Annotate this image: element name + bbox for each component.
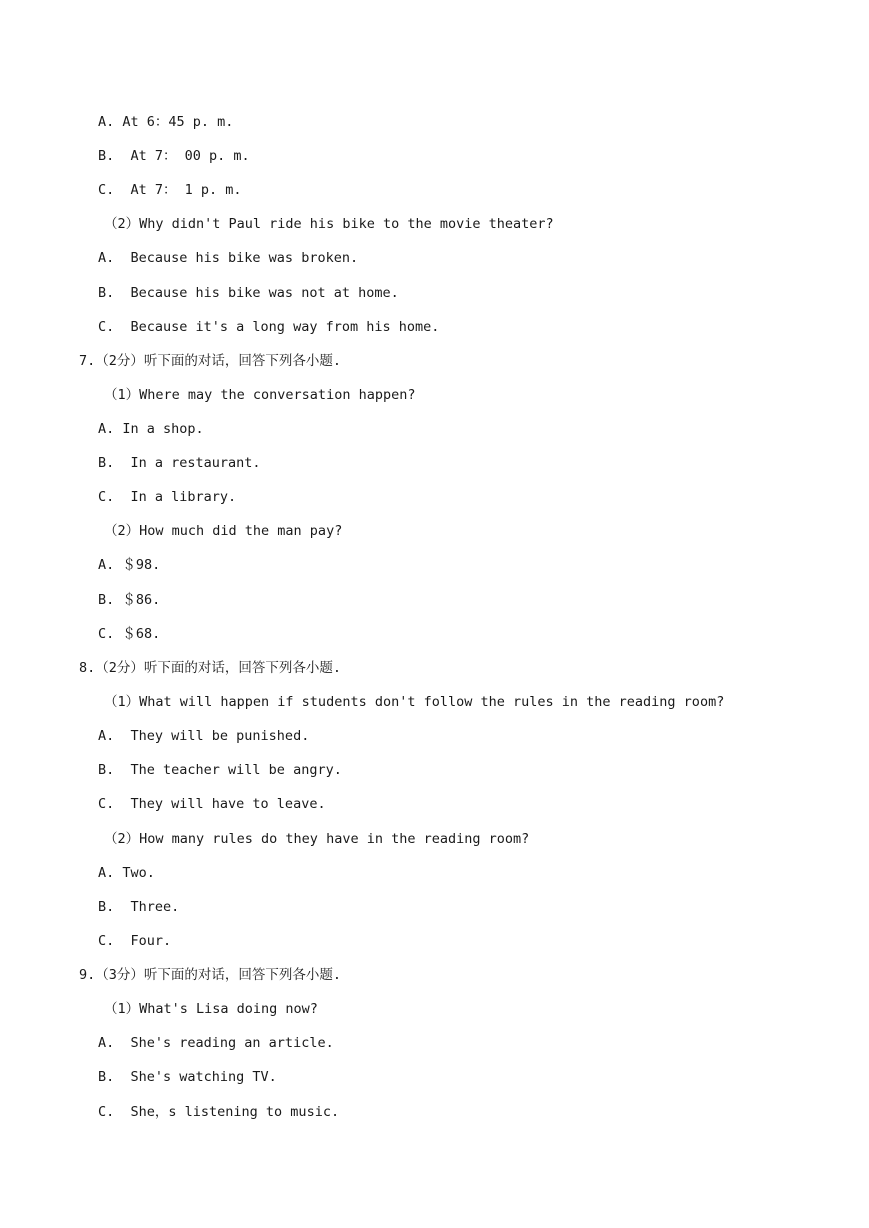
option-line: C. In a library.	[98, 489, 237, 505]
sub-question: （1）What's Lisa doing now?	[104, 1001, 318, 1017]
option-line: A. Because his bike was broken.	[98, 250, 359, 266]
option-line: C. Four.	[98, 933, 172, 949]
option-line: B. Three.	[98, 899, 180, 915]
option-line: B. ＄86.	[98, 592, 161, 608]
sub-question: （2）How many rules do they have in the reading room?	[104, 831, 530, 847]
option-line: C. She，s listening to music.	[98, 1104, 340, 1120]
option-line: B. In a restaurant.	[98, 455, 261, 471]
option-line: A. In a shop.	[98, 421, 204, 437]
option-line: A. At 6：45 p. m.	[98, 114, 234, 130]
question-heading: 9.（3分）听下面的对话，回答下列各小题.	[79, 967, 342, 983]
option-line: B. She's watching TV.	[98, 1069, 277, 1085]
sub-question: （2）How much did the man pay?	[104, 523, 343, 539]
option-line: B. At 7： 00 p. m.	[98, 148, 250, 164]
option-line: C. ＄68.	[98, 626, 161, 642]
option-line: C. At 7： 1 p. m.	[98, 182, 242, 198]
sub-question: （2）Why didn't Paul ride his bike to the movie theater?	[104, 216, 554, 232]
option-line: A. Two.	[98, 865, 155, 881]
option-line: C. They will have to leave.	[98, 796, 326, 812]
option-line: A. She's reading an article.	[98, 1035, 334, 1051]
option-line: A. They will be punished.	[98, 728, 310, 744]
question-heading: 8.（2分）听下面的对话，回答下列各小题.	[79, 660, 342, 676]
question-heading: 7.（2分）听下面的对话，回答下列各小题.	[79, 353, 342, 369]
option-line: B. Because his bike was not at home.	[98, 285, 399, 301]
sub-question: （1）Where may the conversation happen?	[104, 387, 416, 403]
option-line: A. ＄98.	[98, 557, 161, 573]
sub-question: （1）What will happen if students don't follow the rules in the reading room?	[104, 694, 725, 710]
option-line: B. The teacher will be angry.	[98, 762, 342, 778]
option-line: C. Because it's a long way from his home.	[98, 319, 440, 335]
